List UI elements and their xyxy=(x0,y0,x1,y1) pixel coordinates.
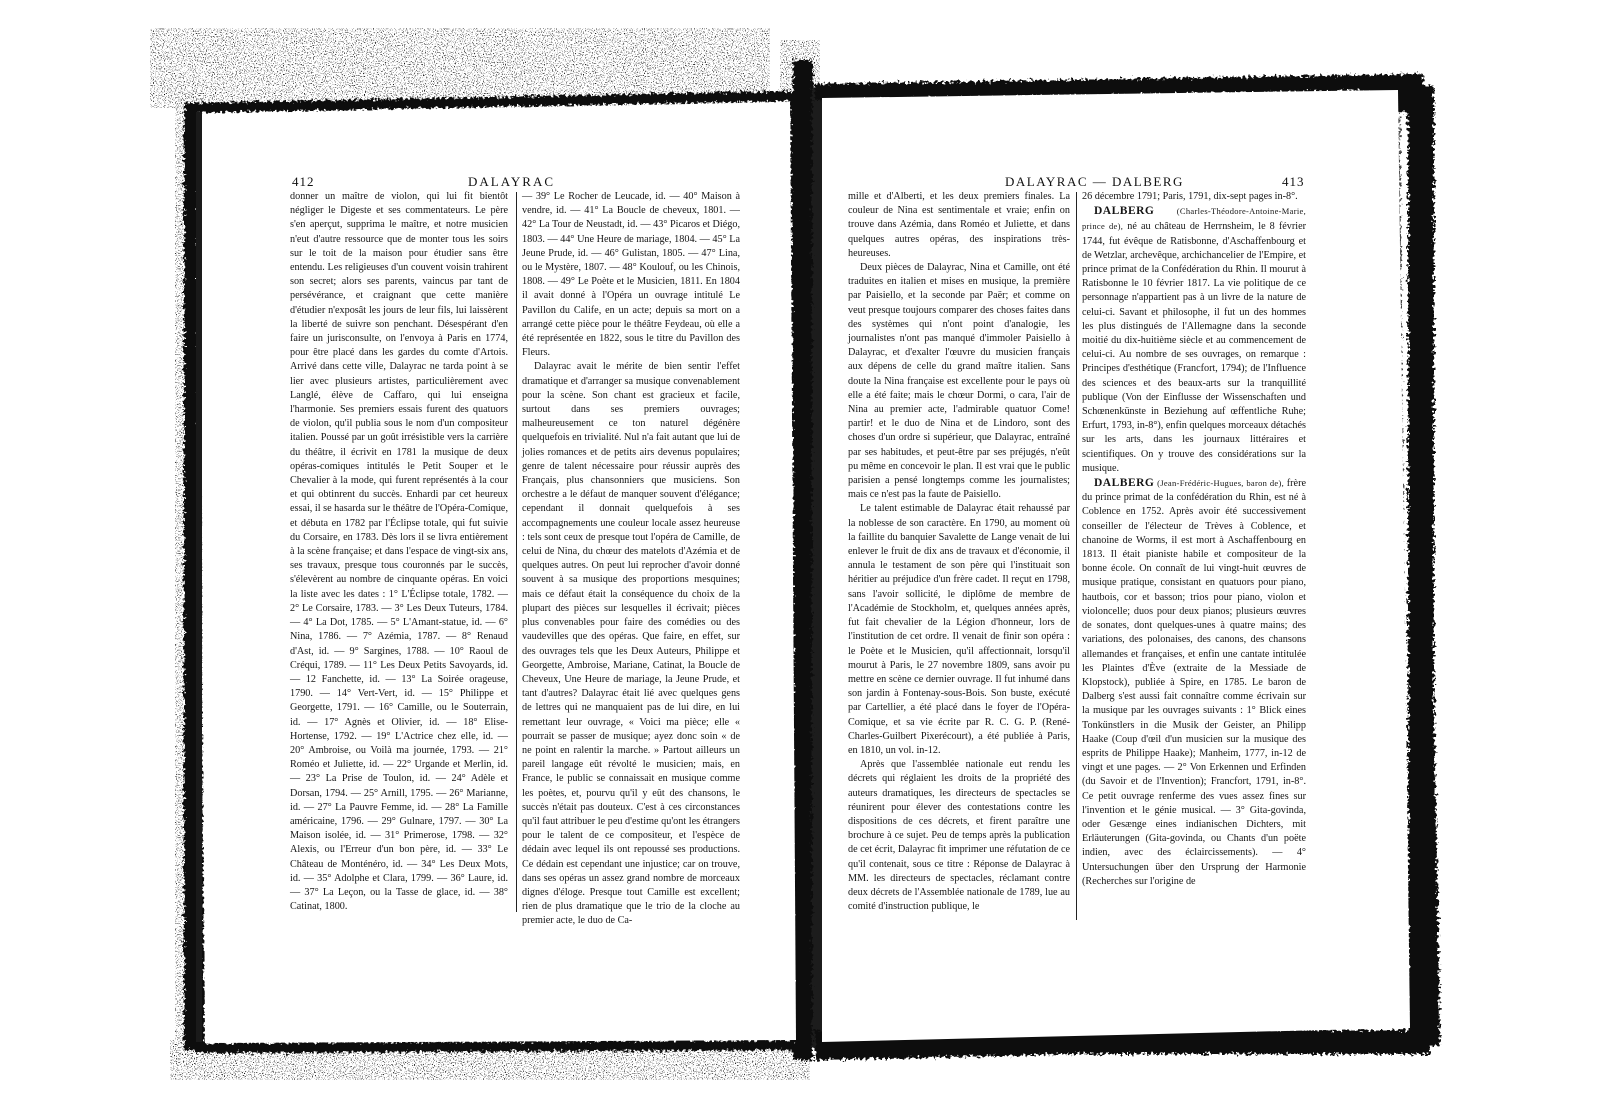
right-page-column-1 xyxy=(848,190,1070,914)
entry-text: frère du prince primat de la confédération du Rhin, est né à Coblence en 1752. Après avoir été successivement conseiller de l'électeur de Trèves à Coblence, et chanoine de Worms, il est mort à Aschaffenbourg en 1813. Il était pianiste habile et compositeur de la bonne école. On connaît de lui vingt-huit œuvres de musique pratique, consistant en quatuors pour piano, hautbois, cor et basson; trios pour piano, violon et violoncelle; duos pour deux pianos; plusieurs œuvres de sonates, dont quelques-unes à quatre mains; des variations, des polonaises, des canons, des chansons allemandes et françaises, et enfin une cantate intitulée les Plaintes d'Ève (extraite de la Messiade de Klopstock), publiée à Spire, en 1785. Le baron de Dalberg s'est aussi fait connaître comme écrivain sur la musique par les ouvrages suivants : 1° Blick eines Tonkünstlers in die Musik der Geister, an Philipp Haake (Coup d'œil d'un musicien sur la musique des esprits de Philippe Haake); Manheim, 1777, in-12 de vingt et une pages. — 2° Von Erkennen und Erfinden (du Savoir et de l'Invention); Francfort, 1791, in-8°. Ce petit ouvrage renferme des vues assez fines sur l'invention et le génie musical. — 3° Gita-govinda, oder Gesænge eines indianischen Dichters, mit Erläuterungen (Gita-govinda, ou Chants d'un poëte indien, avec des éclaircissements). — 4° Untersuchungen über den Ursprung der Harmonie (Recherches sur l'origine de xyxy=(1082,478,1306,887)
paragraph: Après que l'assemblée nationale eut rendu les décrets qui réglaient les droits de la propriété des auteurs dramatiques, les directeurs de spectacles se réunirent pour élever des contestations contre les dispositions de ces décrets, et firent paraître une brochure à ce sujet. Peu de temps après la publication de cet écrit, Dalayrac fit imprimer une réfutation de ce qu'il contenait, sous ce titre : Réponse de Dalayrac à MM. les directeurs de spectacles, réclamant contre deux décrets de l'Assemblée nationale de 1789, lue au comité d'instruction publique, le xyxy=(848,759,1070,913)
entry-text: né au château de Herrnsheim, le 8 février 1744, fut évêque de Ratisbonne, d'Aschaffenbourg et de Wetzlar, archevêque, archichancelier de l'Empire, et prince primat de la Confédération du Rhin. Il mourut à Ratisbonne le 10 février 1817. La vie politique de ce personnage n'appartient pas à un livre de la nature de celui-ci. Savant et philosophe, il fut un des hommes les plus distingués de l'Allemagne dans la seconde moitié du dix-huitième siècle et au commencement de celui-ci. Au nombre de ses ouvrages, on remarque : Principes d'esthétique (Francfort, 1794); de l'Influence des sciences et des beaux-arts sur la tranquillité publique (Von der Einflusse der Wissenschaften und Schœnenkünste in Beziehung auf œffentliche Ruhe; Erfurt, 1793, in-8°), enfin quelques morceaux détachés sur les arts, dans les journaux littéraires et scientifiques. On y trouve des considérations sur la musique. xyxy=(1082,221,1306,474)
entry-forenames: (Charles-Théodore-Antoine-Marie, prince de), xyxy=(1082,206,1306,232)
dalberg-entry-1 xyxy=(1082,204,1306,476)
page-number-left: 412 xyxy=(292,174,315,189)
entry-forenames: (Jean-Frédéric-Hugues, baron de), xyxy=(1157,478,1285,489)
running-head-left: DALAYRAC xyxy=(468,174,556,189)
left-page-dark-edge xyxy=(196,112,202,1042)
paragraph: — 39° Le Rocher de Leucade, id. — 40° Maison à vendre, id. — 41° La Boucle de cheveux, 1801. — 42° La Tour de Neustadt, id. — 43° Picaros et Diégo, 1803. — 44° Une Heure de mariage, 1804. — 45° La Jeune Prude, id. — 46° Gulistan, 1805. — 47° Lina, ou le Mystère, 1807. — 48° Koulouf, ou les Chinois, 1808. — 49° Le Poète et le Musicien, 1811. En 1804 il avait donné à l'Opéra un ouvrage intitulé Le Pavillon du Calife, en un acte; depuis sa mort on a arrangé cette pièce pour le théâtre Feydeau, où elle a été représentée en 1822, sous le titre du Pavillon des Fleurs. xyxy=(522,191,740,359)
paragraph: donner un maître de violon, qui lui fit bientôt négliger le Digeste et ses commentateurs. Le père s'en aperçut, supprima le maître, et notre musicien n'eut d'autre ressource que de monter tous les soirs sur le toit de la maison pour étudier sans être entendu. Les religieuses d'un couvent voisin trahirent son secret; alors ses parents, vaincus par tant de persévérance, et craignant que cette manière d'étudier n'exposât les jours de leur fils, lui laissèrent la liberté de suivre son penchant. Désespérant d'en faire un jurisconsulte, on l'envoya à Paris en 1774, pour être placé dans les gardes du comte d'Artois. Arrivé dans cette ville, Dalayrac ne tarda point à se lier avec plusieurs artistes, particulièrement avec Langlé, élève de Caffaro, qui lui enseigna l'harmonie. Ses premiers essais furent des quatuors de violon, qu'il publia sous le nom d'un compositeur italien. Poussé par un goût irrésistible vers la carrière du théâtre, il écrivit en 1781 la musique de deux opéras-comiques intitulés le Petit Souper et le Chevalier à la mode, qui furent représentés à la cour et qui obtinrent du succès. Enhardi par cet heureux essai, il se hasarda sur le théâtre de l'Opéra-Comique, et débuta en 1782 par l'Éclipse totale, qui fut suivie du Corsaire, en 1783. Dès lors il se livra entièrement à la scène française; et dans l'espace de vingt-six ans, ses travaux, presque tous couronnés par le succès, s'élevèrent au nombre de cinquante opéras. En voici la liste avec les dates : 1° L'Éclipse totale, 1782. — 2° Le Corsaire, 1783. — 3° Les Deux Tuteurs, 1784. — 4° La Dot, 1785. — 5° L'Amant-statue, id. — 6° Nina, 1786. — 7° Azémia, 1787. — 8° Renaud d'Ast, id. — 9° Sargines, 1788. — 10° Raoul de Créqui, 1789. — 11° Les Deux Petits Savoyards, id. — 12 Fanchette, id. — 13° La Soirée orageuse, 1790. — 14° Vert-Vert, id. — 15° Philippe et Georgette, 1791. — 16° Camille, ou le Souterrain, id. — 17° Agnès et Olivier, id. — 18° Elise-Hortense, 1792. — 19° L'Actrice chez elle, id. — 20° Ambroise, ou Voilà ma journée, 1793. — 21° Roméo et Juliette, id. — 22° Urgande et Merlin, id. — 23° La Prise de Toulon, id. — 24° Adèle et Dorsan, 1794. — 25° Arnill, 1795. — 26° Marianne, id. — 27° La Pauvre Femme, id. — 28° La Famille américaine, 1796. — 29° Gulnare, 1797. — 30° La Maison isolée, id. — 31° Primerose, 1798. — 32° Alexis, ou l'Erreur d'un bon père, id. — 33° Le Château de Monténéro, id. — 34° Les Deux Mots, id. — 35° Adolphe et Clara, 1799. — 36° Laure, id. — 37° La Leçon, ou la Tasse de glace, id. — 38° Catinat, 1800. xyxy=(290,191,508,913)
column-rule-left xyxy=(516,192,517,912)
paragraph: Le talent estimable de Dalayrac était rehaussé par la noblesse de son caractère. En 1790, au moment où la faillite du banquier Savalette de Lange venait de lui enlever le fruit de dix ans de travaux et d'économie, il annula le testament de son père qui l'instituait son héritier au préjudice d'un frère cadet. Il reçut en 1798, sans l'avoir sollicité, le diplôme de membre de l'Académie de Stockholm, et, quelques années après, fut fait chevalier de la Légion d'honneur, lors de l'institution de cet ordre. Il venait de finir son opéra : le Poète et le Musicien, qu'il affectionnait, lorsqu'il mourut à Paris, le 27 novembre 1809, sans avoir pu mettre en scène ce dernier ouvrage. Il fut inhumé dans son jardin à Fontenay-sous-Bois. Son buste, exécuté par Cartellier, a été placé dans le foyer de l'Opéra-Comique, et sa vie écrite par R. C. G. P. (René-Charles-Guilbert Pixerécourt), a été publiée à Paris, en 1810, un vol. in-12. xyxy=(848,503,1070,756)
page-number-right: 413 xyxy=(1282,174,1305,189)
paragraph: mille et d'Alberti, et les deux premiers finales. La couleur de Nina est sentimentale et vraie; enfin on trouve dans Azémia, dans Roméo et Juliette, et dans quelques autres opéras, des inspirations très-heureuses. xyxy=(848,191,1070,259)
right-page-column-2 xyxy=(1082,190,1306,889)
paragraph: Deux pièces de Dalayrac, Nina et Camille, ont été traduites en italien et mises en musique, la première par Paisiello, et la seconde par Paër; et comme on veut presque toujours comparer des choses faites dans des systèmes qui n'ont point d'analogie, les journalistes n'ont pas manqué d'immoler Paisiello à Dalayrac, et d'exalter l'œuvre du musicien français aux dépens de celle du grand maître italien. Sans doute la Nina française est excellente pour le pays où elle a été faite; mais le chœur Dormi, o cara, l'air de Nina au premier acte, l'admirable quatuor Come! partir! et le duo de Nina et de Lindoro, sont des choses d'un ordre si supérieur, que Dalayrac, entraîné par ses habitudes, et peut-être par ses préjugés, n'eût pu même en concevoir le plan. Il est vrai que le public parisien a pensé longtemps comme les journalistes; mais ce n'est pas la faute de Paisiello. xyxy=(848,262,1070,501)
running-head-right: DALAYRAC — DALBERG xyxy=(1005,174,1184,189)
left-page-column-2 xyxy=(522,190,740,929)
entry-headword: DALBERG xyxy=(1094,477,1155,490)
paragraph: 26 décembre 1791; Paris, 1791, dix-sept pages in-8°. xyxy=(1082,191,1298,202)
dalberg-entry-2 xyxy=(1082,476,1306,889)
paragraph: Dalayrac avait le mérite de bien sentir l'effet dramatique et d'arranger sa musique convenablement pour la scène. Son chant est gracieux et facile, surtout dans ses premiers ouvrages; malheureusement ce ton naturel dégénère quelquefois en trivialité. Nul n'a fait autant que lui de jolies romances et de petits airs devenus populaires; genre de talent nécessaire pour réussir auprès des Français, plus chansonniers que musiciens. Son orchestre a le défaut de manquer souvent d'élégance; cependant il donnait quelquefois à ses accompagnements une couleur locale assez heureuse : tels sont ceux de presque tout l'opéra de Camille, de celui de Nina, du chœur des matelots d'Azémia et de quelques autres. On peut lui reprocher d'avoir donné souvent à sa musique des proportions mesquines; mais ce défaut était la conséquence du choix de la plupart des pièces sur lesquelles il écrivait; pièces plus convenables pour faire des comédies ou des vaudevilles que des opéras. Que faire, en effet, sur des ouvrages tels que les Deux Auteurs, Philippe et Georgette, Ambroise, Mariane, Catinat, la Boucle de Cheveux, Une Heure de mariage, la Jeune Prude, et tant d'autres? Dalayrac était lié avec quelques gens de lettres qui ne manquaient pas de lui dire, en lui remettant leur ouvrage, « Voici ma pièce; elle « pourrait se passer de musique; ayez donc soin « de ne point en ralentir la marche. » Partout ailleurs un pareil langage eût révolté le musicien; mais, en France, le public se connaissait en musique comme les poètes, et, pourvu qu'il y eût des chansons, le succès n'était pas douteux. C'est à ces circonstances qu'il faut attribuer le peu d'estime qu'ont les étrangers pour le talent de ce compositeur, et l'espèce de dédain avec lequel ils ont repoussé ses productions. Ce dédain est cependant une injustice; car on trouve, dans ses opéras un assez grand nombre de morceaux dignes d'éloge. Presque tout Camille est excellent; rien de plus dramatique que le trio de la cloche au premier acte, le duo de Ca- xyxy=(522,361,740,927)
column-rule-right xyxy=(1076,192,1077,920)
left-page-column-1 xyxy=(290,190,508,914)
entry-headword: DALBERG xyxy=(1094,205,1155,218)
